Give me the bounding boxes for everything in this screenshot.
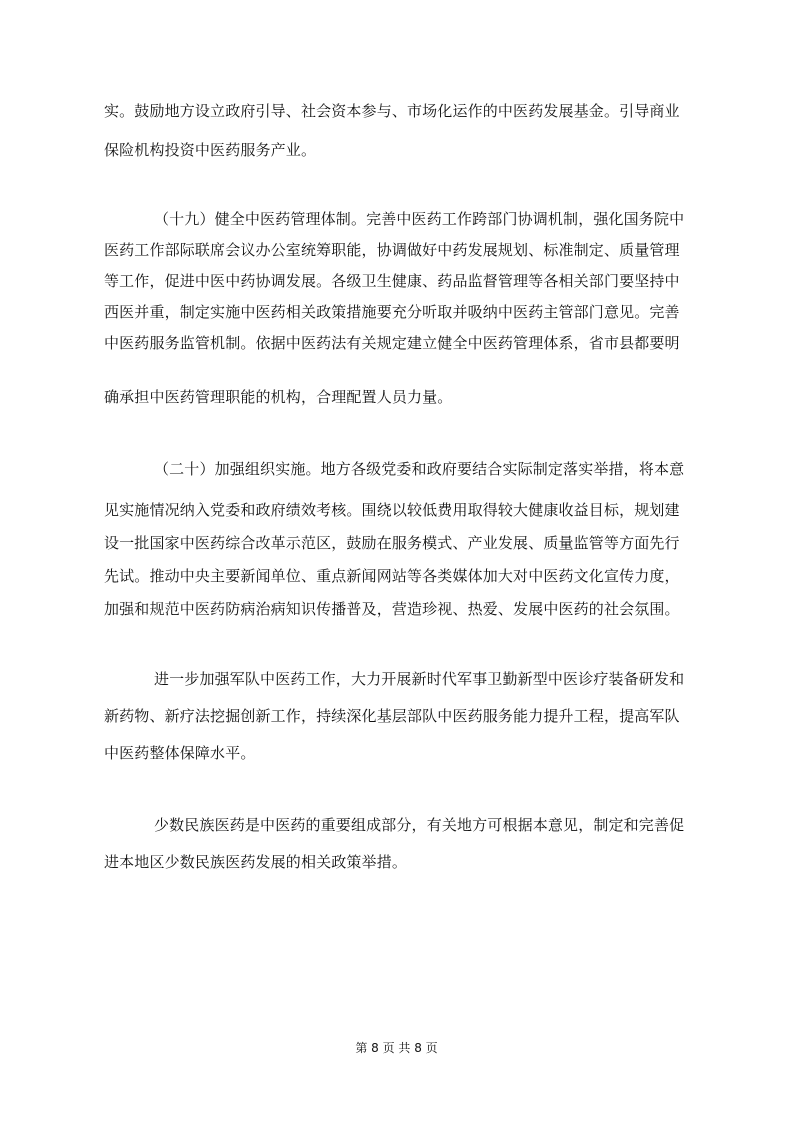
paragraph-3-line-3: 设一批国家中医药综合改革示范区，鼓励在服务模式、产业发展、质量监管等方面先行 bbox=[104, 534, 680, 552]
paragraph-5-line-2: 进本地区少数民族医药发展的相关政策举措。 bbox=[104, 853, 408, 871]
paragraph-4-line-1: 进一步加强军队中医药工作，大力开展新时代军事卫勤新型中医诊疗装备研发和 bbox=[154, 670, 685, 688]
paragraph-2-line-3: 等工作，促进中医中药协调发展。各级卫生健康、药品监督管理等各相关部门要坚持中 bbox=[104, 272, 680, 290]
paragraph-5-line-1: 少数民族医药是中医药的重要组成部分，有关地方可根据本意见，制定和完善促 bbox=[154, 816, 685, 834]
paragraph-4-line-2: 新药物、新疗法挖掘创新工作，持续深化基层部队中医药服务能力提升工程，提高军队 bbox=[104, 707, 680, 725]
paragraph-2-line-6: 确承担中医药管理职能的机构，合理配置人员力量。 bbox=[104, 388, 453, 406]
page-number-footer: 第 8 页 共 8 页 bbox=[355, 1041, 438, 1055]
paragraph-3-line-1: （二十）加强组织实施。地方各级党委和政府要结合实际制定落实举措，将本意 bbox=[154, 460, 685, 478]
paragraph-2-line-2: 医药工作部际联席会议办公室统筹职能，协调做好中药发展规划、标准制定、质量管理 bbox=[104, 241, 680, 259]
paragraph-2-line-5: 中医药服务监管机制。依据中医药法有关规定建立健全中医药管理体系，省市县都要明 bbox=[104, 334, 680, 352]
paragraph-1-line-1: 实。鼓励地方设立政府引导、社会资本参与、市场化运作的中医药发展基金。引导商业 bbox=[104, 102, 680, 120]
paragraph-2-line-4: 西医并重，制定实施中医药相关政策措施要充分听取并吸纳中医药主管部门意见。完善 bbox=[104, 303, 680, 321]
paragraph-4-line-3: 中医药整体保障水平。 bbox=[104, 744, 256, 762]
paragraph-1-line-2: 保险机构投资中医药服务产业。 bbox=[104, 141, 317, 159]
paragraph-2-line-1: （十九）健全中医药管理体制。完善中医药工作跨部门协调机制，强化国务院中 bbox=[154, 210, 685, 228]
paragraph-3-line-4: 先试。推动中央主要新闻单位、重点新闻网站等各类媒体加大对中医药文化宣传力度， bbox=[104, 567, 680, 585]
paragraph-3-line-5: 加强和规范中医药防病治病知识传播普及，营造珍视、热爱、发展中医药的社会氛围。 bbox=[104, 600, 680, 618]
paragraph-3-line-2: 见实施情况纳入党委和政府绩效考核。围绕以较低费用取得较大健康收益目标，规划建 bbox=[104, 501, 680, 519]
